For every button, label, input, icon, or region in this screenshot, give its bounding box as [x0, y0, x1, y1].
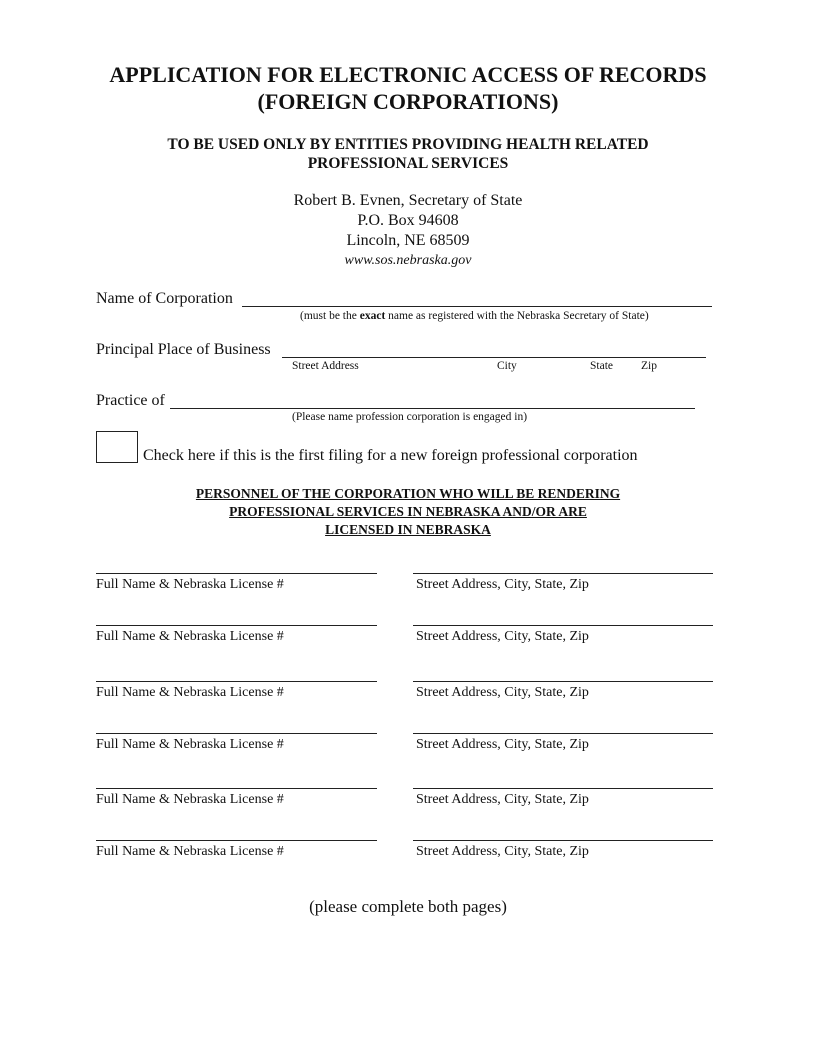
personnel-address-label: Street Address, City, State, Zip	[416, 792, 589, 807]
practice-field[interactable]	[170, 408, 695, 409]
corp-name-hint: (must be the exact name as registered with the Nebraska Secretary of State)	[300, 310, 649, 322]
personnel-name-line[interactable]	[96, 788, 377, 789]
personnel-address-label: Street Address, City, State, Zip	[416, 685, 589, 700]
personnel-name-line[interactable]	[96, 681, 377, 682]
personnel-name-line[interactable]	[96, 733, 377, 734]
form-title-line2: (FOREIGN CORPORATIONS)	[257, 89, 559, 114]
personnel-name-label: Full Name & Nebraska License #	[96, 629, 284, 644]
personnel-address-label: Street Address, City, State, Zip	[416, 737, 589, 752]
personnel-heading-line2: PROFESSIONAL SERVICES IN NEBRASKA AND/OR ARE	[229, 504, 587, 519]
personnel-heading-line3: LICENSED IN NEBRASKA	[325, 522, 491, 537]
personnel-name-label: Full Name & Nebraska License #	[96, 792, 284, 807]
personnel-name-label: Full Name & Nebraska License #	[96, 844, 284, 859]
corp-name-field[interactable]	[242, 306, 712, 307]
personnel-address-label: Street Address, City, State, Zip	[416, 577, 589, 592]
personnel-name-line[interactable]	[96, 840, 377, 841]
form-title-line1: APPLICATION FOR ELECTRONIC ACCESS OF RECORDS	[109, 62, 707, 87]
place-field[interactable]	[282, 357, 706, 358]
personnel-address-label: Street Address, City, State, Zip	[416, 844, 589, 859]
place-zip-hint: Zip	[641, 360, 657, 372]
personnel-name-label: Full Name & Nebraska License #	[96, 685, 284, 700]
personnel-name-line[interactable]	[96, 573, 377, 574]
first-filing-label: Check here if this is the first filing for a new foreign professional corporation	[143, 447, 638, 464]
personnel-heading-line1: PERSONNEL OF THE CORPORATION WHO WILL BE RENDERING	[195, 486, 621, 501]
place-label: Principal Place of Business	[96, 341, 271, 358]
personnel-address-line[interactable]	[413, 788, 713, 789]
personnel-name-label: Full Name & Nebraska License #	[96, 577, 284, 592]
place-city-hint: City	[497, 360, 517, 372]
personnel-address-line[interactable]	[413, 681, 713, 682]
footer-note: (please complete both pages)	[309, 897, 507, 916]
first-filing-checkbox[interactable]	[96, 431, 138, 463]
personnel-name-label: Full Name & Nebraska License #	[96, 737, 284, 752]
form-subtitle-line2: PROFESSIONAL SERVICES	[307, 155, 509, 172]
place-street-hint: Street Address	[292, 360, 359, 372]
office-website: www.sos.nebraska.gov	[344, 253, 472, 268]
practice-label: Practice of	[96, 392, 165, 409]
form-subtitle-line1: TO BE USED ONLY BY ENTITIES PROVIDING HEALTH RELATED	[167, 136, 649, 153]
corp-name-label: Name of Corporation	[96, 290, 233, 307]
personnel-address-line[interactable]	[413, 840, 713, 841]
personnel-address-line[interactable]	[413, 573, 713, 574]
practice-hint: (Please name profession corporation is engaged in)	[292, 411, 528, 423]
personnel-address-line[interactable]	[413, 733, 713, 734]
personnel-address-line[interactable]	[413, 625, 713, 626]
personnel-address-label: Street Address, City, State, Zip	[416, 629, 589, 644]
place-state-hint: State	[590, 360, 613, 372]
office-po-box: P.O. Box 94608	[357, 212, 459, 229]
office-name: Robert B. Evnen, Secretary of State	[293, 192, 523, 209]
personnel-name-line[interactable]	[96, 625, 377, 626]
office-city: Lincoln, NE 68509	[346, 232, 470, 249]
